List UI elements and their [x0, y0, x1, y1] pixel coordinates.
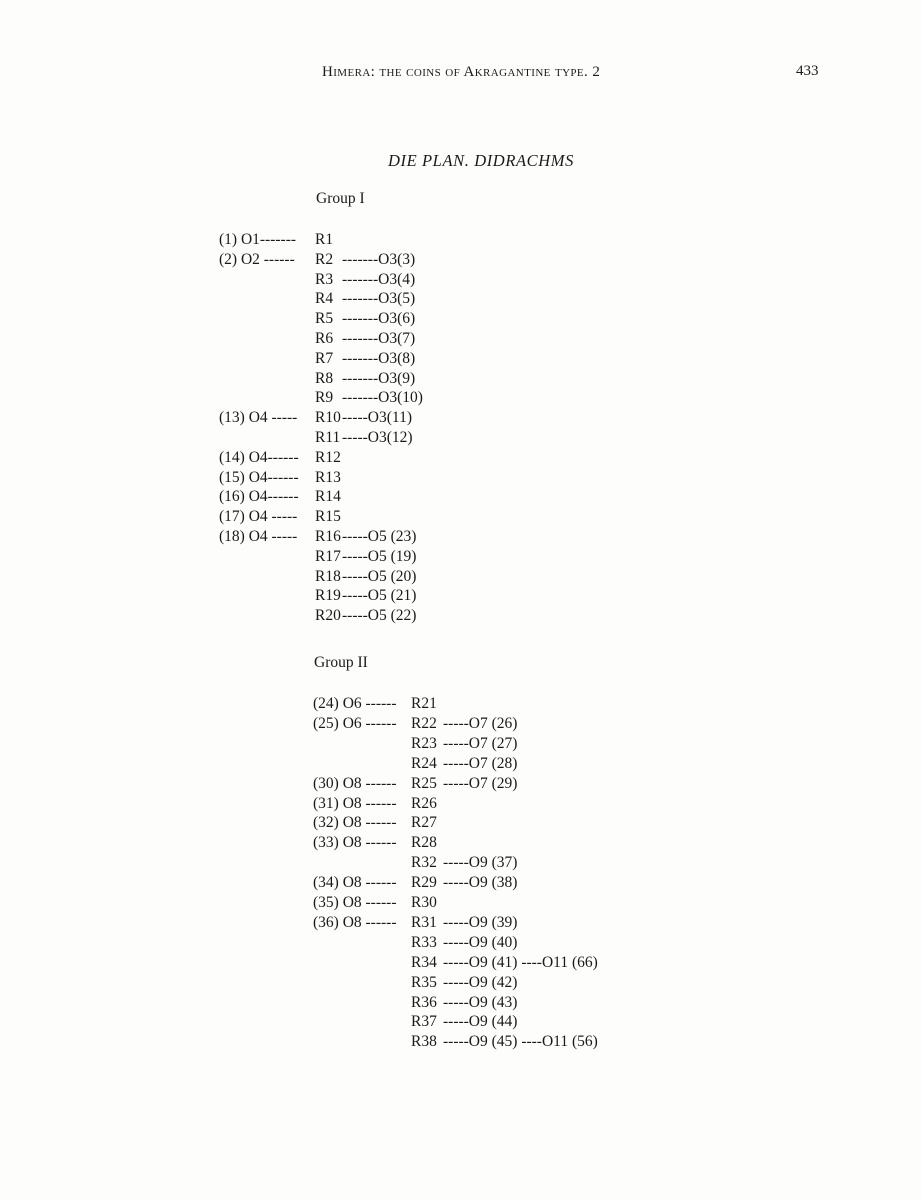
reverse-die-cell: R38	[411, 1033, 437, 1051]
die-link-row	[0, 567, 900, 587]
reverse-die-cell: R25	[411, 774, 437, 792]
die-link-row	[0, 813, 900, 833]
die-link-row	[0, 873, 900, 893]
reverse-die-cell: R37	[411, 1013, 437, 1031]
obverse-die-cell: (17) O4 -----	[219, 508, 298, 526]
reverse-die-cell: R19	[315, 587, 341, 605]
obverse-die-cell: (34) O8 ------	[313, 874, 397, 892]
die-link-row	[0, 893, 900, 913]
linked-die-cell: -----O9 (39)	[443, 913, 518, 931]
linked-die-cell: -------O3(4)	[342, 270, 416, 288]
die-link-row	[0, 309, 900, 329]
reverse-die-cell: R2	[315, 250, 334, 268]
obverse-die-cell: (18) O4 -----	[219, 528, 298, 545]
linked-die-cell: -----O9 (44)	[443, 1013, 518, 1031]
reverse-die-cell: R14	[315, 488, 341, 506]
die-link-row	[0, 853, 900, 873]
die-link-row	[0, 527, 900, 547]
obverse-die-cell: (32) O8 ------	[313, 814, 397, 832]
reverse-die-cell: R5	[315, 310, 334, 328]
die-link-row	[0, 250, 900, 270]
obverse-die-cell: (30) O8 ------	[313, 774, 397, 792]
reverse-die-cell: R24	[411, 754, 437, 772]
reverse-die-cell: R22	[411, 714, 437, 732]
die-link-row	[0, 586, 900, 606]
group-heading-2: Group II	[314, 654, 368, 671]
obverse-die-cell: (15) O4------	[219, 468, 299, 486]
reverse-die-cell: R1	[315, 231, 334, 248]
reverse-die-cell: R23	[411, 734, 437, 752]
reverse-die-cell: R31	[411, 913, 437, 931]
die-link-row	[0, 507, 900, 527]
reverse-die-cell: R32	[411, 854, 437, 872]
die-link-row	[0, 694, 900, 714]
linked-die-cell: -----O9 (38)	[443, 874, 518, 892]
reverse-die-cell: R10	[315, 409, 341, 427]
die-link-row	[0, 714, 900, 734]
reverse-die-cell: R9	[315, 389, 334, 407]
die-link-row	[0, 933, 900, 953]
reverse-die-cell: R36	[411, 993, 437, 1011]
linked-die-cell: -------O3(10)	[342, 389, 423, 407]
obverse-die-cell: (13) O4 -----	[219, 409, 298, 427]
linked-die-cell: -------O3(7)	[342, 330, 416, 347]
die-link-row	[0, 774, 900, 794]
reverse-die-cell: R35	[411, 973, 437, 991]
linked-die-cell: -----O7 (27)	[443, 734, 518, 752]
linked-die-cell: -------O3(3)	[342, 250, 416, 268]
linked-die-cell: -----O9 (45) ----O11 (56)	[443, 1033, 598, 1051]
reverse-die-cell: R8	[315, 369, 334, 387]
obverse-die-cell: (25) O6 ------	[313, 714, 397, 732]
linked-die-cell: -------O3(6)	[342, 310, 416, 328]
linked-die-cell: -----O9 (42)	[443, 973, 518, 991]
linked-die-cell: -----O5 (19)	[342, 547, 417, 565]
die-link-row	[0, 468, 900, 488]
reverse-die-cell: R6	[315, 330, 334, 347]
die-link-row	[0, 606, 900, 626]
reverse-die-cell: R30	[411, 894, 437, 911]
reverse-die-cell: R7	[315, 349, 334, 367]
obverse-die-cell: (35) O8 ------	[313, 894, 397, 911]
die-link-row	[0, 993, 900, 1013]
reverse-die-cell: R3	[315, 270, 334, 288]
reverse-die-cell: R28	[411, 834, 437, 852]
reverse-die-cell: R29	[411, 874, 437, 892]
die-link-row	[0, 547, 900, 567]
obverse-die-cell: (1) O1-------	[219, 231, 297, 248]
reverse-die-cell: R12	[315, 448, 341, 466]
die-link-row	[0, 448, 900, 468]
die-link-row	[0, 349, 900, 369]
die-link-row	[0, 329, 900, 349]
die-link-row	[0, 270, 900, 290]
obverse-die-cell: (24) O6 ------	[313, 695, 397, 712]
die-link-row	[0, 230, 900, 250]
die-link-row	[0, 388, 900, 408]
obverse-die-cell: (2) O2 ------	[219, 250, 295, 268]
reverse-die-cell: R34	[411, 953, 437, 971]
linked-die-cell: -----O3(12)	[342, 429, 413, 446]
obverse-die-cell: (16) O4------	[219, 488, 299, 506]
group-heading-1: Group I	[316, 190, 365, 207]
die-link-row	[0, 1032, 900, 1052]
linked-die-cell: -----O5 (22)	[342, 607, 417, 625]
reverse-die-cell: R4	[315, 290, 334, 308]
die-link-row	[0, 754, 900, 774]
die-link-row	[0, 428, 900, 448]
die-link-row	[0, 734, 900, 754]
obverse-die-cell: (14) O4------	[219, 448, 299, 466]
reverse-die-cell: R33	[411, 933, 437, 951]
linked-die-cell: -----O9 (40)	[443, 933, 518, 951]
die-link-row	[0, 794, 900, 814]
die-link-row	[0, 833, 900, 853]
die-link-row	[0, 289, 900, 309]
reverse-die-cell: R26	[411, 794, 437, 812]
obverse-die-cell: (31) O8 ------	[313, 794, 397, 812]
reverse-die-cell: R27	[411, 814, 437, 832]
reverse-die-cell: R15	[315, 508, 341, 526]
linked-die-cell: -----O7 (26)	[443, 714, 518, 732]
reverse-die-cell: R20	[315, 607, 341, 625]
linked-die-cell: -----O5 (20)	[342, 567, 417, 585]
die-link-row	[0, 953, 900, 973]
linked-die-cell: -----O5 (21)	[342, 587, 417, 605]
die-link-row	[0, 487, 900, 507]
section-title: DIE PLAN. DIDRACHMS	[387, 151, 574, 170]
reverse-die-cell: R16	[315, 528, 341, 545]
die-link-row	[0, 913, 900, 933]
linked-die-cell: -------O3(5)	[342, 290, 416, 308]
obverse-die-cell: (33) O8 ------	[313, 834, 397, 852]
page-number: 433	[796, 63, 819, 79]
running-head: Himera: the coins of Akragantine type. 2	[322, 64, 601, 80]
linked-die-cell: -----O9 (37)	[443, 854, 518, 872]
linked-die-cell: -----O7 (29)	[443, 774, 518, 792]
die-link-row	[0, 973, 900, 993]
linked-die-cell: -------O3(8)	[342, 349, 416, 367]
die-link-row	[0, 369, 900, 389]
reverse-die-cell: R11	[315, 429, 341, 446]
linked-die-cell: -----O7 (28)	[443, 754, 518, 772]
linked-die-cell: -----O9 (41) ----O11 (66)	[443, 953, 598, 971]
reverse-die-cell: R17	[315, 547, 341, 565]
die-link-row	[0, 408, 900, 428]
reverse-die-cell: R13	[315, 468, 341, 486]
linked-die-cell: -------O3(9)	[342, 369, 416, 387]
linked-die-cell: -----O9 (43)	[443, 993, 518, 1011]
reverse-die-cell: R21	[411, 695, 437, 712]
linked-die-cell: -----O3(11)	[342, 409, 412, 427]
reverse-die-cell: R18	[315, 567, 341, 585]
linked-die-cell: -----O5 (23)	[342, 528, 417, 545]
obverse-die-cell: (36) O8 ------	[313, 913, 397, 931]
die-link-row	[0, 1012, 900, 1032]
